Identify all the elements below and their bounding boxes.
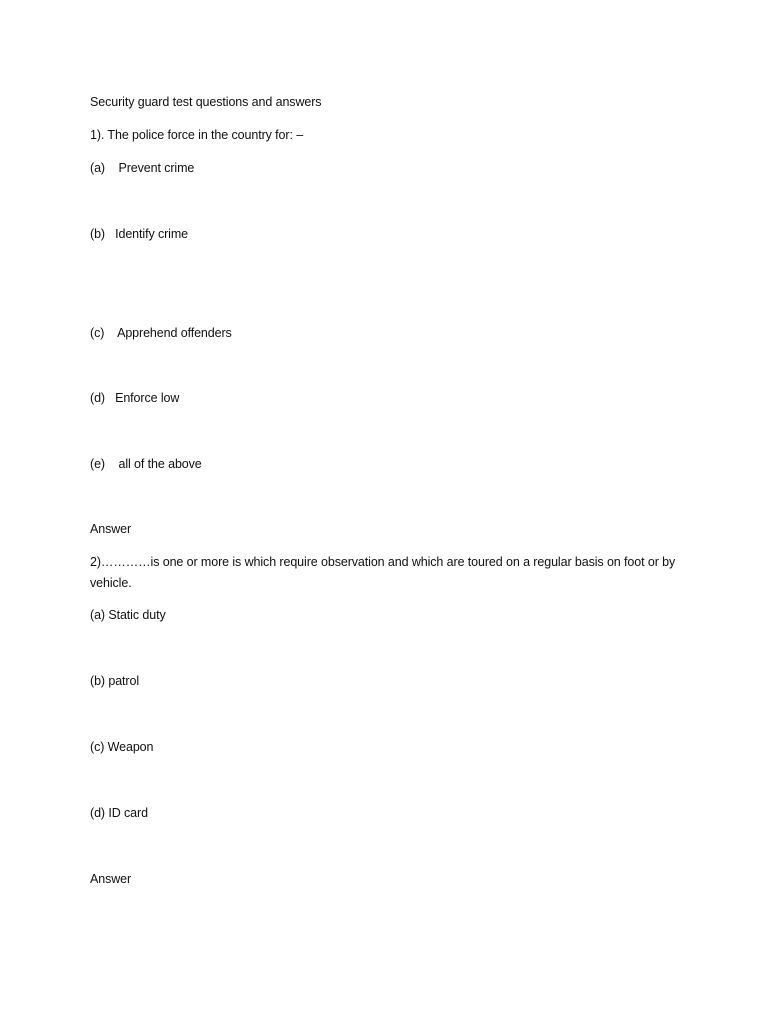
- question-1-text: 1). The police force in the country for: –: [90, 128, 304, 142]
- document-title: Security guard test questions and answers: [90, 95, 322, 109]
- question-2-option-a: (a) Static duty: [90, 608, 166, 622]
- question-1-option-c: (c) Apprehend offenders: [90, 326, 232, 340]
- question-1-answer-label: Answer: [90, 522, 132, 536]
- question-2-option-c: (c) Weapon: [90, 740, 154, 754]
- question-2-text: 2)…………is one or more is which require observation and which are toured on a regular basis on foot or by vehicle.: [90, 555, 676, 590]
- question-1-option-a: (a) Prevent crime: [90, 161, 195, 175]
- question-2-option-b: (b) patrol: [90, 674, 140, 688]
- question-2-option-d: (d) ID card: [90, 806, 148, 820]
- question-2-answer-label: Answer: [90, 872, 132, 886]
- question-1-option-e: (e) all of the above: [90, 457, 202, 471]
- question-1-option-b: (b) Identify crime: [90, 227, 189, 241]
- question-1-option-d: (d) Enforce low: [90, 391, 180, 405]
